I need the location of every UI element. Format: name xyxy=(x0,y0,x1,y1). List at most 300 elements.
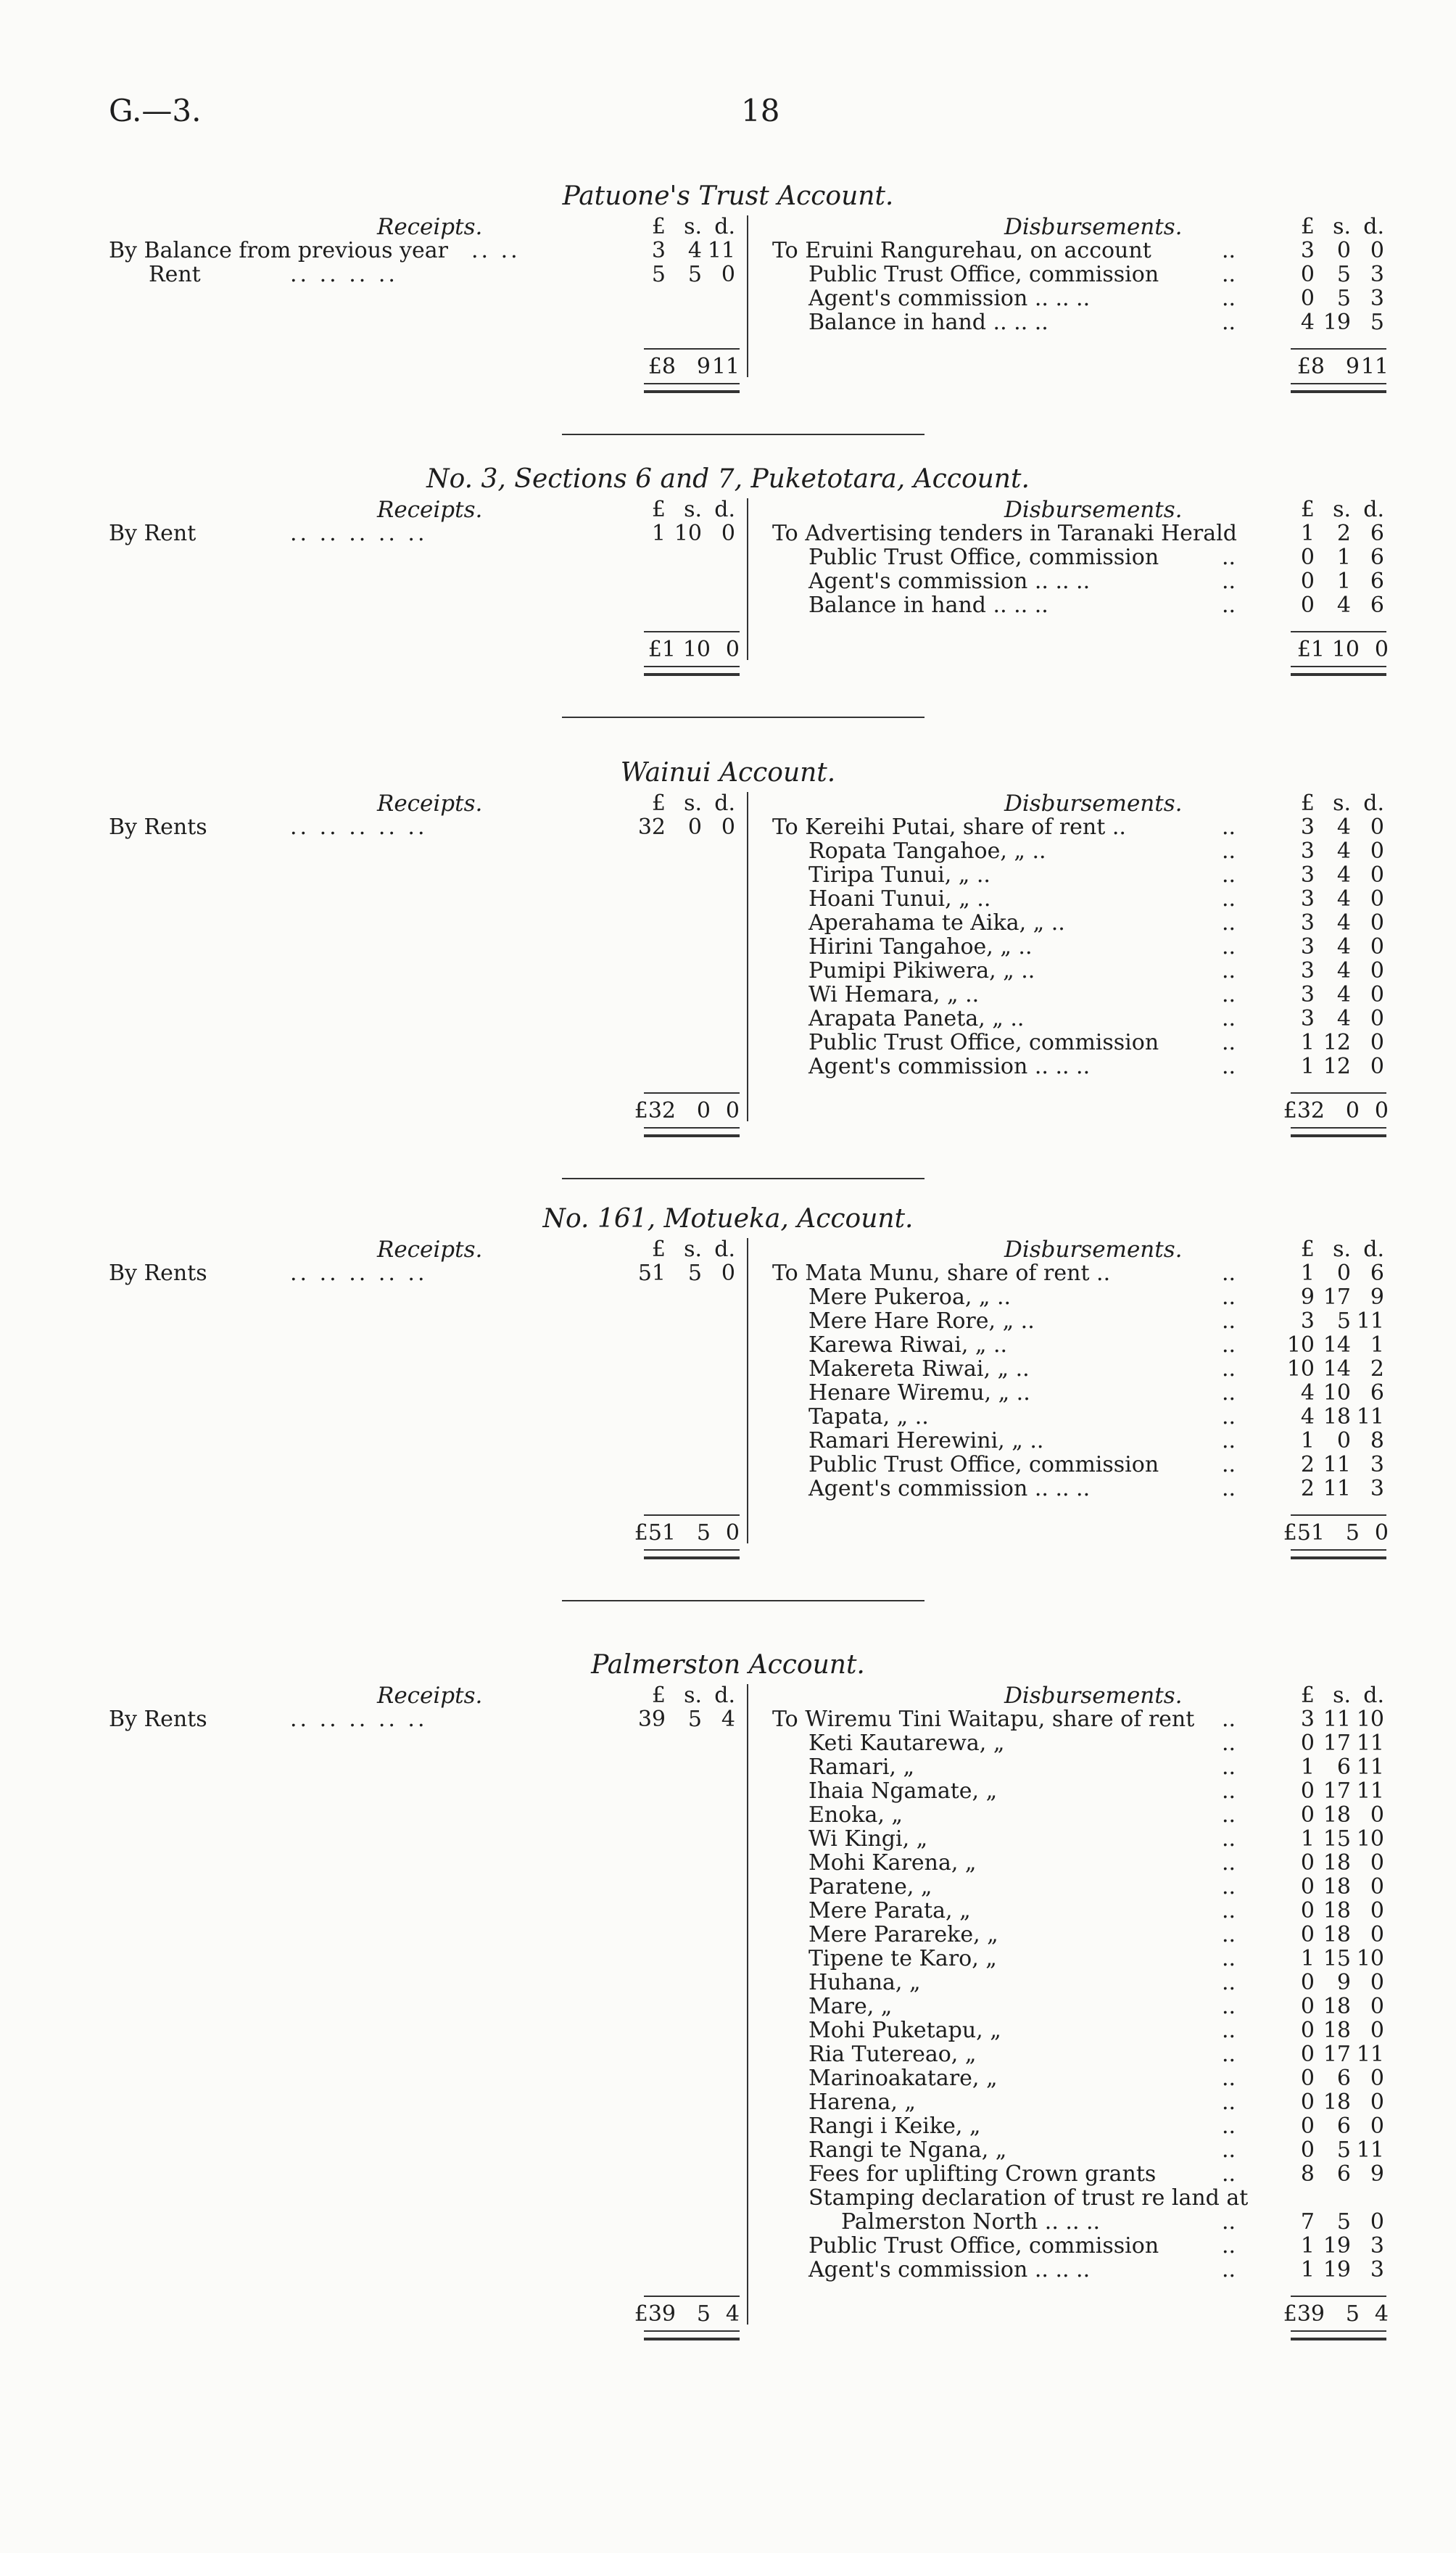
shillings: s. xyxy=(1333,791,1351,816)
disbursement-label: Mohi Karena, „ xyxy=(808,1850,977,1876)
disbursement-label: Mere Pukeroa, „ .. xyxy=(808,1284,1012,1310)
pence: 6 xyxy=(1370,1380,1384,1406)
disbursement-label: Ihaia Ngamate, „ xyxy=(808,1778,998,1804)
pence: 0 xyxy=(725,1520,740,1546)
pounds: 3 xyxy=(1300,958,1315,983)
disbursement-leader-dots: .. xyxy=(1222,1826,1236,1852)
pence: 6 xyxy=(1370,1261,1384,1286)
shillings: 5 xyxy=(1336,2137,1351,2163)
column-divider xyxy=(747,1684,748,2325)
pounds: £ xyxy=(1300,791,1315,816)
disbursements-total-double-rule xyxy=(1291,2330,1386,2340)
shillings: 4 xyxy=(1336,862,1351,888)
pence: 11 xyxy=(1356,1778,1384,1804)
disbursement-label: Ria Tutereao, „ xyxy=(808,2042,977,2067)
disbursement-amount xyxy=(1280,1261,1389,1286)
pounds: 0 xyxy=(1300,286,1315,311)
pounds: £32 xyxy=(1283,1098,1325,1123)
receipts-total-double-rule xyxy=(644,666,740,676)
pounds: 1 xyxy=(1300,1054,1315,1079)
pounds: 2 xyxy=(1300,1452,1315,1477)
disbursements-total-double-rule xyxy=(1291,1127,1386,1137)
pence: 6 xyxy=(1370,545,1384,570)
shillings: s. xyxy=(684,1683,702,1708)
shillings: 5 xyxy=(696,2301,711,2327)
pence: 6 xyxy=(1370,521,1384,546)
pence: 0 xyxy=(725,1098,740,1123)
disbursement-amount xyxy=(1280,569,1389,594)
pounds: 4 xyxy=(1300,1380,1315,1406)
pence: 0 xyxy=(1370,1802,1384,1828)
receipts-heading: Receipts. xyxy=(377,1683,483,1709)
pence: 4 xyxy=(725,2301,740,2327)
disbursement-label: To Wiremu Tini Waitapu, share of rent xyxy=(772,1707,1195,1732)
pounds: 1 xyxy=(1300,1428,1315,1453)
disbursement-amount xyxy=(1280,1054,1389,1079)
shillings: 5 xyxy=(1336,2209,1351,2235)
pounds: £1 xyxy=(648,637,676,662)
disbursement-leader-dots: .. xyxy=(1222,1802,1236,1828)
pounds: 1 xyxy=(1300,2233,1315,2259)
disbursement-amount xyxy=(1280,2042,1389,2067)
shillings: 19 xyxy=(1323,2233,1351,2259)
disbursement-amount xyxy=(1280,545,1389,570)
pence: 4 xyxy=(721,1707,735,1732)
shillings: 9 xyxy=(1345,354,1360,379)
disbursement-label: Tipene te Karo, „ xyxy=(808,1946,997,1971)
pence: 3 xyxy=(1370,1452,1384,1477)
shillings: 11 xyxy=(1323,1707,1351,1732)
receipt-leader-dots: .. .. .. .. .. xyxy=(290,814,428,840)
disbursement-amount xyxy=(1280,1970,1389,1995)
pence: 2 xyxy=(1370,1356,1384,1382)
pounds: 0 xyxy=(1300,1994,1315,2019)
receipts-total xyxy=(631,637,740,662)
shillings: 18 xyxy=(1323,1404,1351,1430)
disbursement-label: Tiripa Tunui, „ .. xyxy=(808,862,990,888)
pence: d. xyxy=(1363,497,1384,522)
pounds: 1 xyxy=(1300,1946,1315,1971)
pounds: 0 xyxy=(1300,569,1315,594)
receipt-row xyxy=(109,262,201,287)
disbursement-label: Rangi te Ngana, „ xyxy=(808,2137,1007,2163)
disbursement-leader-dots: .. xyxy=(1222,1778,1236,1804)
pounds: £ xyxy=(1300,497,1315,522)
disbursements-heading: Disbursements. xyxy=(1004,791,1183,817)
receipts-currency-header xyxy=(631,791,740,816)
receipts-heading: Receipts. xyxy=(377,214,483,240)
shillings: 0 xyxy=(1336,1261,1351,1286)
shillings: 6 xyxy=(1336,1754,1351,1780)
pence: 0 xyxy=(1370,838,1384,864)
account-title: Patuone's Trust Account. xyxy=(562,181,894,211)
column-divider xyxy=(747,215,748,377)
disbursements-total xyxy=(1280,354,1389,379)
receipt-leader-dots: .. .. .. .. .. xyxy=(290,1707,428,1732)
shillings: 4 xyxy=(1336,886,1351,912)
disbursement-label: Agent's commission .. .. .. xyxy=(808,286,1091,311)
shillings: 17 xyxy=(1323,1778,1351,1804)
pence: 0 xyxy=(1370,2113,1384,2139)
pence: d. xyxy=(714,1683,735,1708)
shillings: 15 xyxy=(1323,1826,1351,1852)
pence: d. xyxy=(1363,791,1384,816)
shillings: 17 xyxy=(1323,1731,1351,1756)
disbursement-leader-dots: .. xyxy=(1222,286,1236,311)
disbursement-amount xyxy=(1280,1802,1389,1828)
disbursements-total xyxy=(1280,637,1389,662)
receipt-amount xyxy=(631,1261,740,1286)
receipt-row xyxy=(109,238,448,263)
receipts-heading: Receipts. xyxy=(377,791,483,817)
disbursement-label: Aperahama te Aika, „ .. xyxy=(808,910,1065,936)
pence: 11 xyxy=(1356,1754,1384,1780)
disbursement-leader-dots: .. xyxy=(1222,1754,1236,1780)
shillings: 0 xyxy=(1345,1098,1360,1123)
shillings: 18 xyxy=(1323,1898,1351,1923)
receipts-currency-header xyxy=(631,214,740,239)
shillings: 4 xyxy=(1336,593,1351,618)
receipts-total-rule xyxy=(644,631,740,632)
disbursement-amount xyxy=(1280,958,1389,983)
disbursement-label: Public Trust Office, commission xyxy=(808,1452,1159,1477)
pounds: 1 xyxy=(1300,2257,1315,2282)
shillings: 5 xyxy=(1345,1520,1360,1546)
disbursement-amount xyxy=(1280,910,1389,936)
pence: 0 xyxy=(721,262,735,287)
disbursement-amount xyxy=(1280,1428,1389,1453)
pence: 3 xyxy=(1370,2233,1384,2259)
disbursement-label: To Mata Munu, share of rent .. xyxy=(772,1261,1111,1286)
disbursement-amount xyxy=(1280,1284,1389,1310)
pence: 11 xyxy=(711,354,740,379)
receipt-leader-dots: .. .. xyxy=(471,238,521,263)
receipt-label: By Balance from previous year xyxy=(109,238,448,263)
disbursement-leader-dots: .. xyxy=(1222,1731,1236,1756)
shillings: 17 xyxy=(1323,2042,1351,2067)
column-divider xyxy=(747,1238,748,1543)
shillings: 10 xyxy=(1323,1380,1351,1406)
pence: 0 xyxy=(1370,1922,1384,1947)
page-number: 18 xyxy=(741,93,780,128)
pounds: 0 xyxy=(1300,1922,1315,1947)
disbursement-leader-dots: .. xyxy=(1222,545,1236,570)
pence: d. xyxy=(714,214,735,239)
pence: 0 xyxy=(1370,2090,1384,2115)
pence: 11 xyxy=(1356,1731,1384,1756)
disbursement-amount xyxy=(1280,2161,1389,2187)
disbursement-label: Paratene, „ xyxy=(808,1874,932,1900)
pence: 9 xyxy=(1370,1284,1384,1310)
pounds: 3 xyxy=(1300,838,1315,864)
pounds: 8 xyxy=(1300,2161,1315,2187)
pounds: 3 xyxy=(1300,1308,1315,1334)
receipt-row xyxy=(109,521,196,546)
disbursement-amount xyxy=(1280,2066,1389,2091)
pounds: 51 xyxy=(637,1261,666,1286)
pounds: 3 xyxy=(1300,886,1315,912)
disbursement-amount xyxy=(1280,1356,1389,1382)
shillings: 5 xyxy=(687,1261,702,1286)
pence: 0 xyxy=(1370,2066,1384,2091)
disbursement-amount xyxy=(1280,1030,1389,1055)
disbursement-label: Harena, „ xyxy=(808,2090,916,2115)
pounds: £51 xyxy=(634,1520,676,1546)
pounds: 3 xyxy=(1300,238,1315,263)
pence: 0 xyxy=(1374,637,1389,662)
pounds: 3 xyxy=(1300,934,1315,960)
disbursement-leader-dots: .. xyxy=(1222,2233,1236,2259)
pence: 0 xyxy=(1370,1994,1384,2019)
pounds: 3 xyxy=(1300,982,1315,1007)
disbursement-amount xyxy=(1280,262,1389,287)
receipts-total-rule xyxy=(644,2296,740,2297)
disbursements-currency-header xyxy=(1280,1237,1389,1262)
document-reference: G.—3. xyxy=(109,93,202,128)
disbursement-leader-dots: .. xyxy=(1222,1898,1236,1923)
pence: 3 xyxy=(1370,2257,1384,2282)
disbursements-total-double-rule xyxy=(1291,383,1386,393)
disbursement-leader-dots: .. xyxy=(1222,2090,1236,2115)
receipt-label: Rent xyxy=(149,262,201,287)
pounds: £39 xyxy=(1283,2301,1325,2327)
receipt-amount xyxy=(631,238,740,263)
disbursement-label: Arapata Paneta, „ .. xyxy=(808,1006,1025,1031)
pounds: 7 xyxy=(1300,2209,1315,2235)
disbursement-label: Agent's commission .. .. .. xyxy=(808,1476,1091,1501)
disbursement-leader-dots: .. xyxy=(1222,1476,1236,1501)
shillings: 0 xyxy=(696,1098,711,1123)
pence: 4 xyxy=(1374,2301,1389,2327)
pence: 0 xyxy=(1370,1030,1384,1055)
disbursement-amount xyxy=(1280,886,1389,912)
pounds: 0 xyxy=(1300,2113,1315,2139)
disbursement-label: Balance in hand .. .. .. xyxy=(808,310,1048,335)
shillings: 12 xyxy=(1323,1054,1351,1079)
shillings: 18 xyxy=(1323,2090,1351,2115)
pounds: 0 xyxy=(1300,2066,1315,2091)
pounds: 0 xyxy=(1300,1970,1315,1995)
disbursement-leader-dots: .. xyxy=(1222,1404,1236,1430)
pence: 0 xyxy=(1370,1970,1384,1995)
disbursement-label: Keti Kautarewa, „ xyxy=(808,1731,1005,1756)
receipt-leader-dots: .. .. .. .. xyxy=(290,262,398,287)
shillings: 14 xyxy=(1323,1356,1351,1382)
account-separator xyxy=(562,1178,925,1179)
disbursements-heading: Disbursements. xyxy=(1004,1237,1183,1263)
receipts-heading: Receipts. xyxy=(377,497,483,523)
disbursement-amount xyxy=(1280,521,1389,546)
disbursement-leader-dots: .. xyxy=(1222,1707,1236,1732)
receipts-currency-header xyxy=(631,1683,740,1708)
shillings: 18 xyxy=(1323,2018,1351,2043)
receipts-total-double-rule xyxy=(644,1127,740,1137)
disbursement-leader-dots: .. xyxy=(1222,2066,1236,2091)
shillings: 4 xyxy=(1336,814,1351,840)
disbursement-label: Tapata, „ .. xyxy=(808,1404,929,1430)
disbursement-label: Hoani Tunui, „ .. xyxy=(808,886,991,912)
receipts-total-double-rule xyxy=(644,1549,740,1559)
disbursement-label: Wi Kingi, „ xyxy=(808,1826,928,1852)
pence: d. xyxy=(714,497,735,522)
disbursement-label: Public Trust Office, commission xyxy=(808,2233,1159,2259)
disbursements-currency-header xyxy=(1280,1683,1389,1708)
disbursement-leader-dots: .. xyxy=(1222,238,1236,263)
disbursement-leader-dots: .. xyxy=(1222,862,1236,888)
pounds: 1 xyxy=(1300,1826,1315,1852)
disbursement-leader-dots: .. xyxy=(1222,569,1236,594)
shillings: 18 xyxy=(1323,1850,1351,1876)
disbursement-leader-dots: .. xyxy=(1222,1261,1236,1286)
disbursement-label: Wi Hemara, „ .. xyxy=(808,982,980,1007)
disbursement-leader-dots: .. xyxy=(1222,2257,1236,2282)
disbursement-leader-dots: .. xyxy=(1222,1332,1236,1358)
pence: 11 xyxy=(1356,1404,1384,1430)
disbursement-leader-dots: .. xyxy=(1222,593,1236,618)
disbursement-label: Balance in hand .. .. .. xyxy=(808,593,1048,618)
pounds: 5 xyxy=(651,262,666,287)
pence: 0 xyxy=(1370,982,1384,1007)
receipts-total-double-rule xyxy=(644,2330,740,2340)
disbursement-leader-dots: .. xyxy=(1222,838,1236,864)
disbursement-leader-dots: .. xyxy=(1222,1380,1236,1406)
shillings: s. xyxy=(1333,1683,1351,1708)
account-separator xyxy=(562,1600,925,1601)
pounds: 0 xyxy=(1300,1874,1315,1900)
shillings: 9 xyxy=(1336,1970,1351,1995)
disbursement-label: Rangi i Keike, „ xyxy=(808,2113,981,2139)
pence: 5 xyxy=(1370,310,1384,335)
pounds: 3 xyxy=(1300,814,1315,840)
account-title: Palmerston Account. xyxy=(591,1650,865,1680)
disbursement-leader-dots: .. xyxy=(1222,1946,1236,1971)
shillings: 14 xyxy=(1323,1332,1351,1358)
disbursement-label: Ramari, „ xyxy=(808,1754,915,1780)
disbursement-amount xyxy=(1280,934,1389,960)
disbursement-leader-dots: .. xyxy=(1222,1308,1236,1334)
pence: 11 xyxy=(1356,1308,1384,1334)
disbursement-amount xyxy=(1280,1994,1389,2019)
disbursement-leader-dots: .. xyxy=(1222,2161,1236,2187)
disbursements-currency-header xyxy=(1280,791,1389,816)
disbursement-leader-dots: .. xyxy=(1222,1006,1236,1031)
disbursement-leader-dots: .. xyxy=(1222,310,1236,335)
shillings: 4 xyxy=(1336,958,1351,983)
pence: d. xyxy=(1363,1683,1384,1708)
shillings: 4 xyxy=(1336,934,1351,960)
disbursement-label: Karewa Riwai, „ .. xyxy=(808,1332,1008,1358)
disbursement-label: Palmerston North .. .. .. xyxy=(841,2209,1101,2235)
pence: 11 xyxy=(1356,2137,1384,2163)
receipt-amount xyxy=(631,262,740,287)
disbursement-label: Henare Wiremu, „ .. xyxy=(808,1380,1030,1406)
disbursement-amount xyxy=(1280,1308,1389,1334)
disbursement-label: Agent's commission .. .. .. xyxy=(808,2257,1091,2282)
shillings: 10 xyxy=(682,637,711,662)
disbursement-amount xyxy=(1280,286,1389,311)
pence: 0 xyxy=(1370,2209,1384,2235)
disbursement-leader-dots: .. xyxy=(1222,1284,1236,1310)
shillings: 0 xyxy=(1336,1428,1351,1453)
pence: 0 xyxy=(1370,1898,1384,1923)
disbursement-amount xyxy=(1280,310,1389,335)
pounds: £ xyxy=(651,1237,666,1262)
pence: 0 xyxy=(1370,862,1384,888)
receipt-leader-dots: .. .. .. .. .. xyxy=(290,1261,428,1286)
disbursement-amount xyxy=(1280,862,1389,888)
pence: 0 xyxy=(721,521,735,546)
disbursement-amount xyxy=(1280,1850,1389,1876)
shillings: 5 xyxy=(1345,2301,1360,2327)
disbursement-leader-dots: .. xyxy=(1222,958,1236,983)
pence: 6 xyxy=(1370,593,1384,618)
disbursement-label: Public Trust Office, commission xyxy=(808,1030,1159,1055)
disbursement-leader-dots: .. xyxy=(1222,1054,1236,1079)
shillings: 11 xyxy=(1323,1452,1351,1477)
pence: 0 xyxy=(1370,238,1384,263)
disbursement-amount xyxy=(1280,1874,1389,1900)
disbursement-leader-dots: .. xyxy=(1222,2042,1236,2067)
pence: 3 xyxy=(1370,286,1384,311)
pounds: £8 xyxy=(1296,354,1325,379)
disbursement-label: To Advertising tenders in Taranaki Herald xyxy=(772,521,1237,546)
receipt-leader-dots: .. .. .. .. .. xyxy=(290,521,428,546)
shillings: 18 xyxy=(1323,1802,1351,1828)
pounds: 0 xyxy=(1300,1731,1315,1756)
disbursements-currency-header xyxy=(1280,214,1389,239)
shillings: 1 xyxy=(1336,569,1351,594)
shillings: 5 xyxy=(1336,262,1351,287)
pence: 0 xyxy=(1374,1098,1389,1123)
shillings: 19 xyxy=(1323,310,1351,335)
receipts-total xyxy=(631,1098,740,1123)
shillings: 5 xyxy=(1336,286,1351,311)
pence: 0 xyxy=(1370,934,1384,960)
shillings: s. xyxy=(684,214,702,239)
pounds: 0 xyxy=(1300,1802,1315,1828)
pence: 0 xyxy=(1370,886,1384,912)
pounds: 0 xyxy=(1300,1778,1315,1804)
disbursement-amount xyxy=(1280,1707,1389,1732)
pounds: £ xyxy=(651,214,666,239)
disbursement-amount xyxy=(1280,1006,1389,1031)
disbursement-leader-dots: .. xyxy=(1222,2209,1236,2235)
disbursement-leader-dots: .. xyxy=(1222,982,1236,1007)
receipts-currency-header xyxy=(631,1237,740,1262)
disbursement-amount xyxy=(1280,2233,1389,2259)
pounds: 4 xyxy=(1300,310,1315,335)
receipts-total xyxy=(631,1520,740,1546)
disbursement-leader-dots: .. xyxy=(1222,262,1236,287)
disbursement-amount xyxy=(1280,1404,1389,1430)
pence: d. xyxy=(1363,1237,1384,1262)
pounds: 1 xyxy=(1300,521,1315,546)
disbursement-leader-dots: .. xyxy=(1222,1428,1236,1453)
disbursement-amount xyxy=(1280,1898,1389,1923)
shillings: 9 xyxy=(696,354,711,379)
shillings: 19 xyxy=(1323,2257,1351,2282)
pence: 0 xyxy=(1370,2018,1384,2043)
shillings: 4 xyxy=(1336,982,1351,1007)
pence: 1 xyxy=(1370,1332,1384,1358)
pounds: £51 xyxy=(1283,1520,1325,1546)
disbursement-leader-dots: .. xyxy=(1222,934,1236,960)
pence: 8 xyxy=(1370,1428,1384,1453)
disbursement-label: Mere Parata, „ xyxy=(808,1898,971,1923)
shillings: 5 xyxy=(687,262,702,287)
pounds: £ xyxy=(1300,214,1315,239)
disbursements-heading: Disbursements. xyxy=(1004,214,1183,240)
